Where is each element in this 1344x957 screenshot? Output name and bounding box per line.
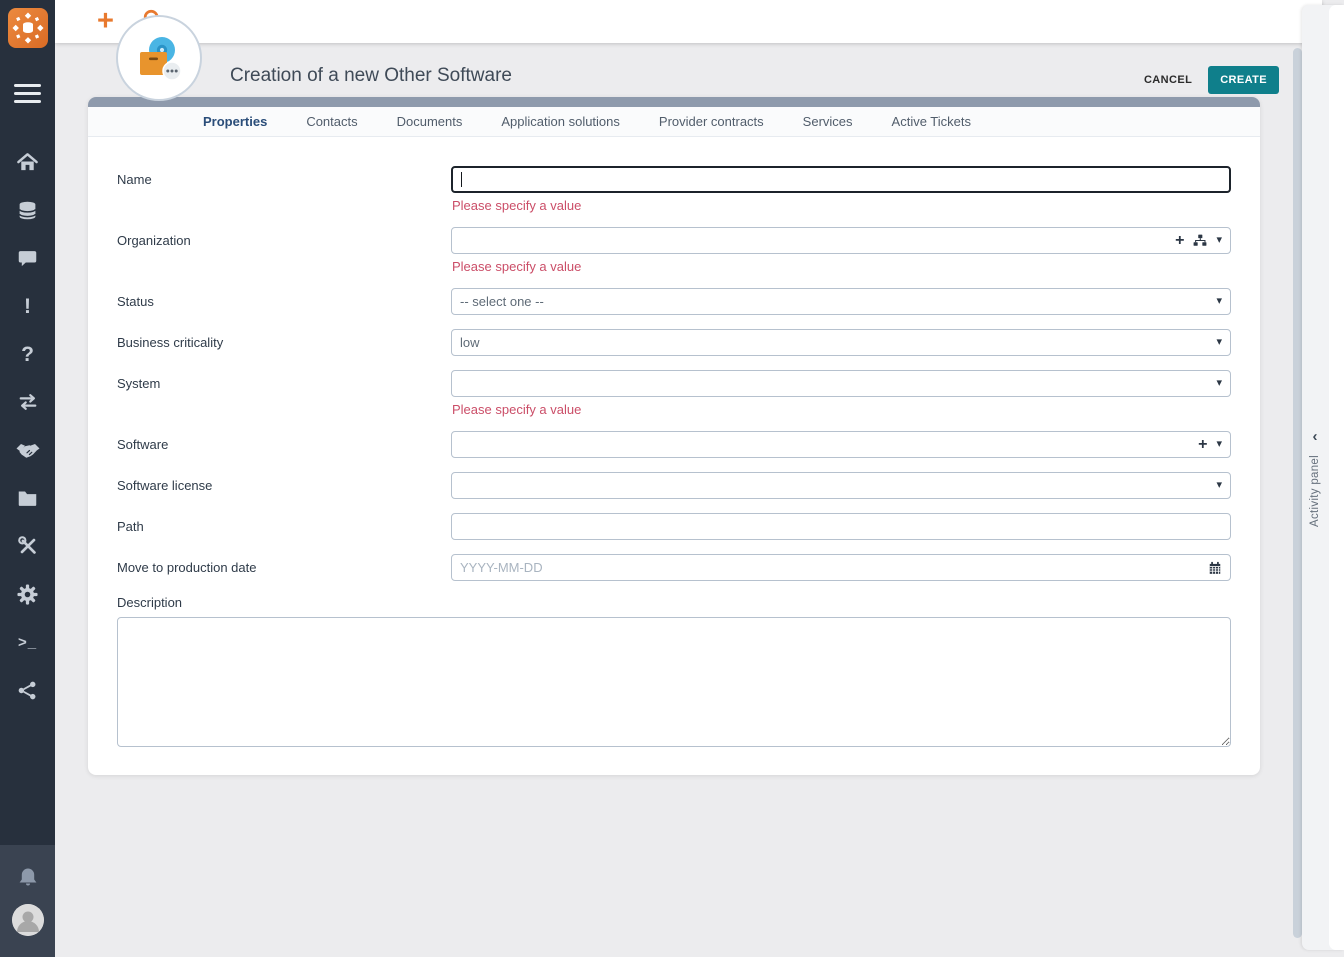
tab-contacts[interactable]: Contacts bbox=[306, 114, 358, 129]
share-icon bbox=[17, 680, 38, 701]
form-row-software bbox=[117, 431, 1260, 458]
form-row-business-criticality bbox=[117, 329, 1260, 356]
status-value: -- select one -- bbox=[460, 294, 544, 309]
header-actions bbox=[1144, 66, 1279, 94]
new-object-plus-icon[interactable]: + bbox=[97, 5, 114, 37]
itop-logo-icon bbox=[7, 7, 49, 49]
system-select[interactable] bbox=[451, 370, 1231, 397]
status-label: Status bbox=[117, 294, 154, 309]
text-cursor bbox=[461, 172, 462, 187]
tabs-bar bbox=[88, 107, 1260, 137]
tools-icon bbox=[17, 535, 39, 557]
sidebar bbox=[0, 0, 55, 957]
folder-icon bbox=[17, 489, 38, 507]
chevron-down-icon[interactable]: ▾ bbox=[1216, 377, 1222, 389]
sidebar-item-chat[interactable] bbox=[0, 234, 55, 282]
card-accent-bar bbox=[88, 97, 1260, 107]
activity-panel-collapsed[interactable] bbox=[1302, 5, 1344, 950]
sidebar-item-exchange[interactable] bbox=[0, 378, 55, 426]
software-text-field[interactable] bbox=[460, 437, 1192, 452]
path-text-field[interactable] bbox=[460, 519, 1222, 534]
sidebar-item-alerts[interactable] bbox=[0, 282, 55, 330]
chevron-down-icon[interactable]: ▾ bbox=[1216, 479, 1222, 491]
add-organization-icon[interactable]: + bbox=[1175, 231, 1185, 249]
business-criticality-value: low bbox=[460, 335, 480, 350]
sidebar-menu bbox=[0, 138, 55, 714]
handshake-icon bbox=[16, 440, 40, 460]
name-input[interactable] bbox=[451, 166, 1231, 193]
name-error: Please specify a value bbox=[452, 198, 582, 213]
name-label: Name bbox=[117, 172, 152, 187]
sidebar-item-help[interactable] bbox=[0, 330, 55, 378]
menu-toggle-icon[interactable] bbox=[0, 70, 55, 116]
activity-panel-label: Activity panel bbox=[1309, 455, 1321, 527]
form-row-status bbox=[117, 288, 1260, 315]
software-input[interactable] bbox=[451, 431, 1231, 458]
form-row-software-license bbox=[117, 472, 1260, 499]
sidebar-item-tools[interactable] bbox=[0, 522, 55, 570]
database-icon bbox=[17, 199, 38, 222]
tab-properties[interactable]: Properties bbox=[203, 114, 268, 129]
hierarchy-icon[interactable] bbox=[1193, 234, 1207, 247]
chevron-left-icon[interactable]: ‹ bbox=[1312, 428, 1318, 446]
sidebar-item-console[interactable] bbox=[0, 618, 55, 666]
sidebar-item-home[interactable] bbox=[0, 138, 55, 186]
gear-icon bbox=[16, 583, 39, 606]
notifications-bell-icon[interactable] bbox=[16, 866, 40, 890]
move-to-production-date-input[interactable] bbox=[451, 554, 1231, 581]
sidebar-item-settings[interactable] bbox=[0, 570, 55, 618]
organization-label: Organization bbox=[117, 233, 191, 248]
tab-services[interactable]: Services bbox=[802, 114, 853, 129]
tab-active-tickets[interactable]: Active Tickets bbox=[891, 114, 971, 129]
activity-panel-edge bbox=[1329, 5, 1344, 950]
organization-text-field[interactable] bbox=[460, 233, 1169, 248]
sidebar-item-share[interactable] bbox=[0, 666, 55, 714]
page-title: Creation of a new Other Software bbox=[230, 65, 512, 86]
other-software-icon bbox=[131, 30, 187, 86]
system-label: System bbox=[117, 376, 161, 391]
chevron-down-icon[interactable]: ▾ bbox=[1216, 336, 1222, 348]
itop-logo[interactable] bbox=[0, 0, 55, 56]
cancel-button[interactable]: CANCEL bbox=[1143, 74, 1193, 86]
properties-form bbox=[88, 137, 1260, 752]
system-error: Please specify a value bbox=[452, 402, 582, 417]
add-software-icon[interactable]: + bbox=[1198, 435, 1208, 453]
home-icon bbox=[16, 151, 39, 174]
form-row-path bbox=[117, 513, 1260, 540]
organization-input[interactable] bbox=[451, 227, 1231, 254]
main-content bbox=[55, 0, 1344, 957]
description-textarea[interactable] bbox=[117, 617, 1231, 747]
sidebar-item-documents[interactable] bbox=[0, 474, 55, 522]
topbar bbox=[55, 0, 1322, 43]
organization-error: Please specify a value bbox=[452, 259, 582, 274]
tab-provider-contracts[interactable]: Provider contracts bbox=[658, 114, 764, 129]
description-label: Description bbox=[117, 595, 183, 610]
path-label: Path bbox=[117, 519, 144, 534]
exchange-arrows-icon bbox=[17, 392, 39, 412]
object-class-badge bbox=[116, 15, 202, 101]
path-input[interactable] bbox=[451, 513, 1231, 540]
form-row-system bbox=[117, 370, 1260, 417]
form-row-organization bbox=[117, 227, 1260, 274]
software-label: Software bbox=[117, 437, 169, 452]
create-button[interactable]: CREATE bbox=[1208, 66, 1279, 94]
business-criticality-label: Business criticality bbox=[117, 335, 224, 350]
move-to-production-date-label: Move to production date bbox=[117, 560, 257, 575]
object-form-card bbox=[88, 97, 1260, 775]
comment-icon bbox=[17, 248, 38, 269]
tab-application-solutions[interactable]: Application solutions bbox=[501, 114, 620, 129]
chevron-down-icon[interactable]: ▾ bbox=[1216, 438, 1222, 450]
software-license-select[interactable] bbox=[451, 472, 1231, 499]
software-license-label: Software license bbox=[117, 478, 213, 493]
business-criticality-select[interactable] bbox=[451, 329, 1231, 356]
tab-documents[interactable]: Documents bbox=[396, 114, 463, 129]
calendar-icon[interactable] bbox=[1208, 561, 1222, 575]
form-row-description bbox=[117, 595, 1260, 752]
exclamation-icon: ! bbox=[24, 294, 31, 318]
chevron-down-icon[interactable]: ▾ bbox=[1216, 234, 1222, 246]
status-select[interactable] bbox=[451, 288, 1231, 315]
vertical-scrollbar[interactable] bbox=[1293, 48, 1302, 938]
sidebar-item-handshake[interactable] bbox=[0, 426, 55, 474]
sidebar-item-data[interactable] bbox=[0, 186, 55, 234]
terminal-icon: >_ bbox=[17, 633, 38, 651]
user-avatar-icon bbox=[12, 904, 44, 936]
user-avatar[interactable] bbox=[12, 904, 44, 936]
form-row-move-to-production-date bbox=[117, 554, 1260, 581]
sidebar-bottom bbox=[0, 845, 55, 957]
form-row-name bbox=[117, 166, 1260, 213]
date-text-field[interactable] bbox=[460, 560, 1208, 575]
chevron-down-icon[interactable]: ▾ bbox=[1216, 295, 1222, 307]
question-icon: ? bbox=[21, 342, 34, 366]
